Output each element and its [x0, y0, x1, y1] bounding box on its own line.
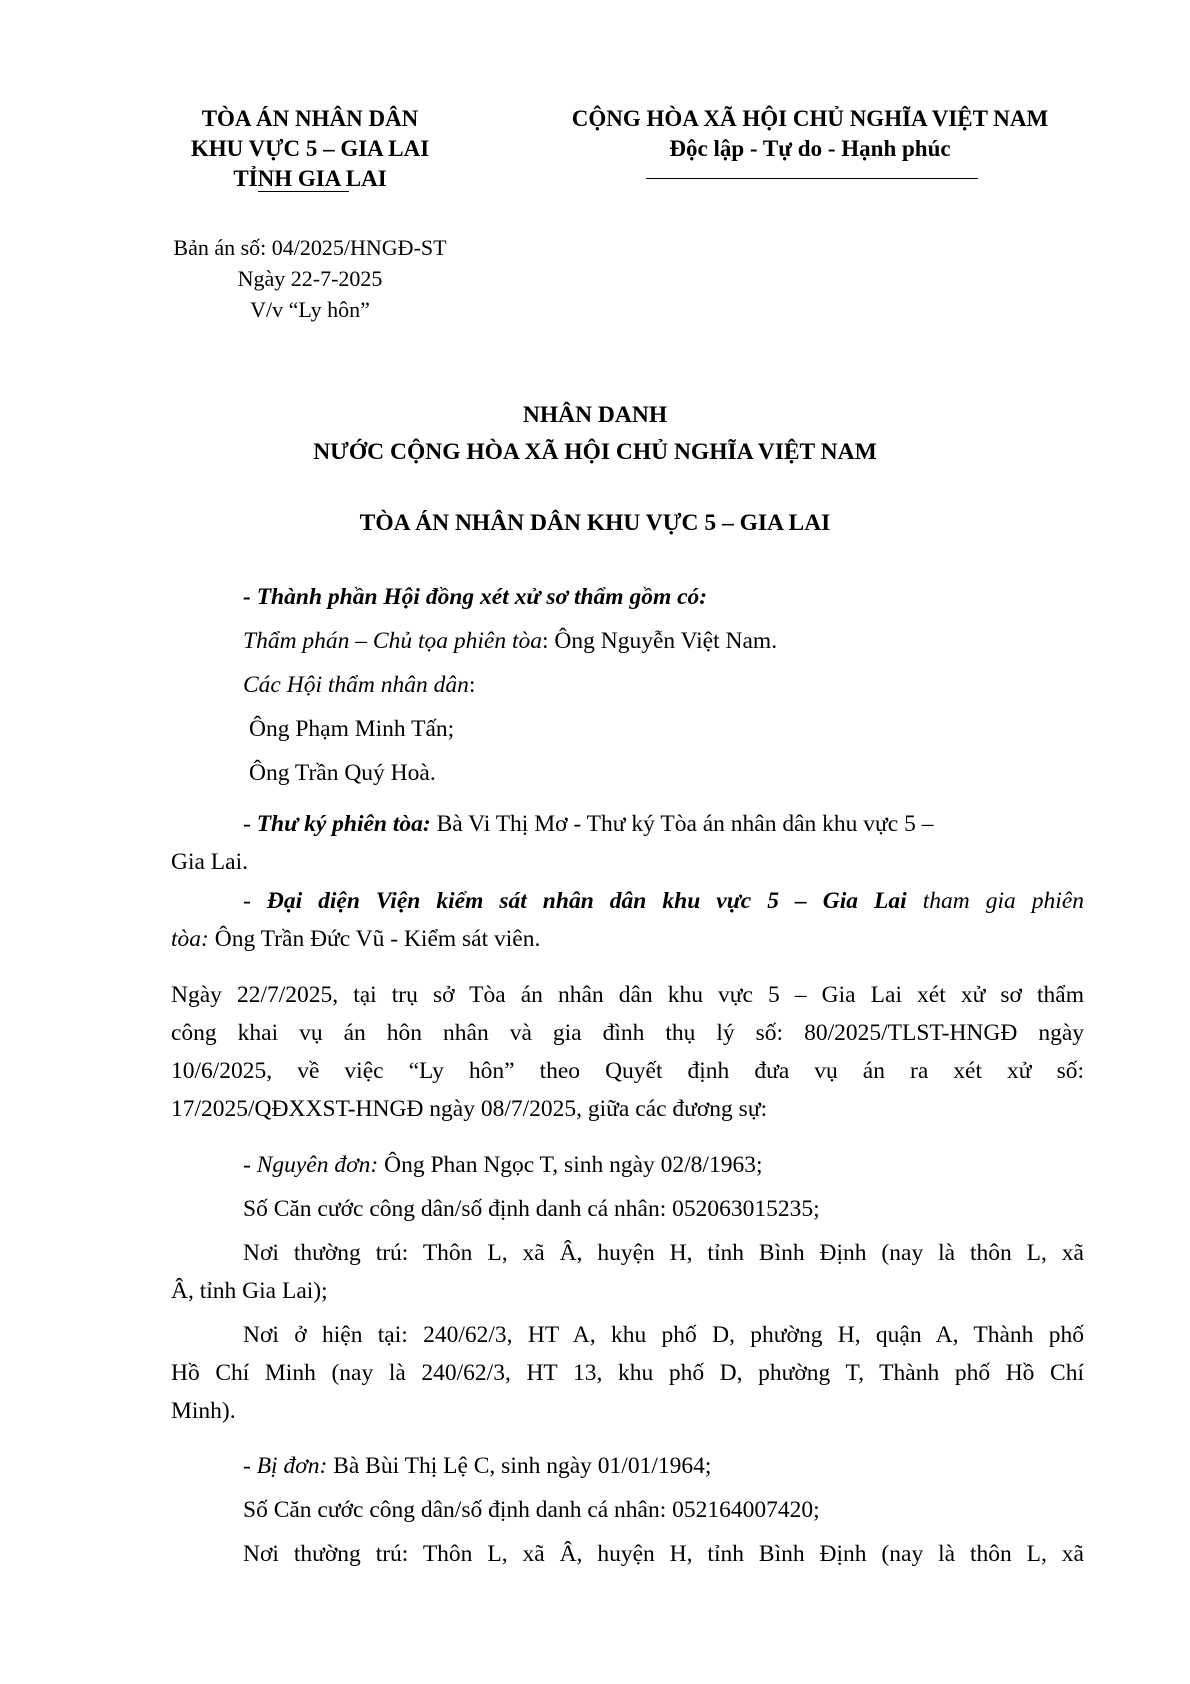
plaintiff-residence-line2: Â, tỉnh Gia Lai);: [171, 1278, 328, 1304]
intro-line4: 17/2025/QĐXXST-HNGĐ ngày 08/7/2025, giữa các đương sự:: [171, 1096, 768, 1122]
judge-label: Thẩm phán – Chủ tọa phiên tòa: [243, 628, 542, 654]
court-name-line3: TỈNH GIA LAI: [233, 166, 387, 191]
title-republic: NƯỚC CỘNG HÒA XÃ HỘI CHỦ NGHĨA VIỆT NAM: [313, 439, 877, 465]
procuracy-label-tail: tham gia phiên: [906, 888, 1084, 914]
court-name-header: [130, 104, 490, 194]
assessors-line: [243, 666, 475, 704]
clerk-dash: -: [243, 811, 257, 837]
case-number: Bản án số: 04/2025/HNGĐ-ST: [173, 235, 447, 260]
defendant-id: Số Căn cước công dân/số định danh cá nhân: 052164007420;: [243, 1497, 820, 1523]
plaintiff-label: - Nguyên đơn:: [243, 1152, 379, 1178]
plaintiff-residence-line1: Nơi thường trú: Thôn L, xã Â, huyện H, tỉnh Bình Định (nay là thôn L, xã: [243, 1240, 1084, 1266]
national-motto: Độc lập - Tự do - Hạnh phúc: [669, 136, 951, 161]
procuracy-label: Đại diện Viện kiểm sát nhân dân khu vực 5 – Gia Lai: [266, 888, 907, 914]
case-subject: V/v “Ly hôn”: [250, 297, 370, 322]
intro-line1: Ngày 22/7/2025, tại trụ sở Tòa án nhân dân khu vực 5 – Gia Lai xét xử sơ thẩm: [171, 982, 1084, 1008]
court-name-line1: TÒA ÁN NHÂN DÂN: [201, 106, 419, 131]
procuracy-dash: -: [243, 888, 267, 914]
defendant-line: [243, 1447, 711, 1485]
national-name: CỘNG HÒA XÃ HỘI CHỦ NGHĨA VIỆT NAM: [571, 106, 1049, 131]
intro-line3: 10/6/2025, về việc “Ly hôn” theo Quyết định đưa vụ án ra xét xử số:: [171, 1058, 1084, 1084]
plaintiff-current-line2: Hồ Chí Minh (nay là 240/62/3, HT 13, khu phố D, phường T, Thành phố Hồ Chí: [171, 1360, 1084, 1386]
procuracy-value: Ông Trần Đức Vũ - Kiểm sát viên.: [208, 926, 541, 952]
court-name-underline: [258, 191, 349, 192]
plaintiff-value: Ông Phan Ngọc T, sinh ngày 02/8/1963;: [378, 1152, 763, 1178]
assessor-2: Ông Trần Quý Hoà.: [249, 760, 436, 786]
assessors-colon: :: [468, 672, 476, 698]
plaintiff-current-line3: Minh).: [171, 1398, 236, 1424]
national-motto-header: [520, 104, 1100, 164]
panel-heading: [243, 578, 707, 616]
procuracy-line1: [243, 882, 1084, 920]
clerk-label: Thư ký phiên tòa:: [256, 811, 431, 837]
case-info: [130, 232, 490, 325]
plaintiff-current-line1: Nơi ở hiện tại: 240/62/3, HT A, khu phố D, phường H, quận A, Thành phố: [243, 1322, 1084, 1348]
assessor-1: Ông Phạm Minh Tấn;: [249, 716, 455, 742]
title-in-the-name: NHÂN DANH: [522, 402, 668, 428]
defendant-residence-line1: Nơi thường trú: Thôn L, xã Â, huyện H, tỉnh Bình Định (nay là thôn L, xã: [243, 1541, 1084, 1567]
case-date: Ngày 22-7-2025: [237, 266, 383, 291]
title-court: TÒA ÁN NHÂN DÂN KHU VỰC 5 – GIA LAI: [359, 510, 831, 536]
assessors-label: Các Hội thẩm nhân dân: [243, 672, 469, 698]
defendant-label: - Bị đơn:: [243, 1453, 328, 1479]
intro-line2: công khai vụ án hôn nhân và gia đình thụ lý số: 80/2025/TLST-HNGĐ ngày: [171, 1020, 1084, 1046]
judge-line: [243, 622, 777, 660]
judge-value: : Ông Nguyễn Việt Nam.: [541, 628, 778, 654]
defendant-value: Bà Bùi Thị Lệ C, sinh ngày 01/01/1964;: [327, 1453, 712, 1479]
court-name-line2: KHU VỰC 5 – GIA LAI: [190, 136, 430, 161]
clerk-value: Bà Vi Thị Mơ - Thư ký Tòa án nhân dân khu vực 5 –: [430, 811, 934, 837]
plaintiff-line: [243, 1146, 763, 1184]
panel-heading-text: - Thành phần Hội đồng xét xử sơ thẩm gồm có:: [243, 584, 708, 610]
procuracy-line2: [171, 920, 540, 958]
clerk-line2: Gia Lai.: [171, 849, 248, 875]
plaintiff-id: Số Căn cước công dân/số định danh cá nhân: 052063015235;: [243, 1196, 820, 1222]
clerk-line1: [243, 805, 933, 843]
motto-underline: [646, 178, 978, 179]
procuracy-label-line2: tòa:: [171, 926, 209, 952]
